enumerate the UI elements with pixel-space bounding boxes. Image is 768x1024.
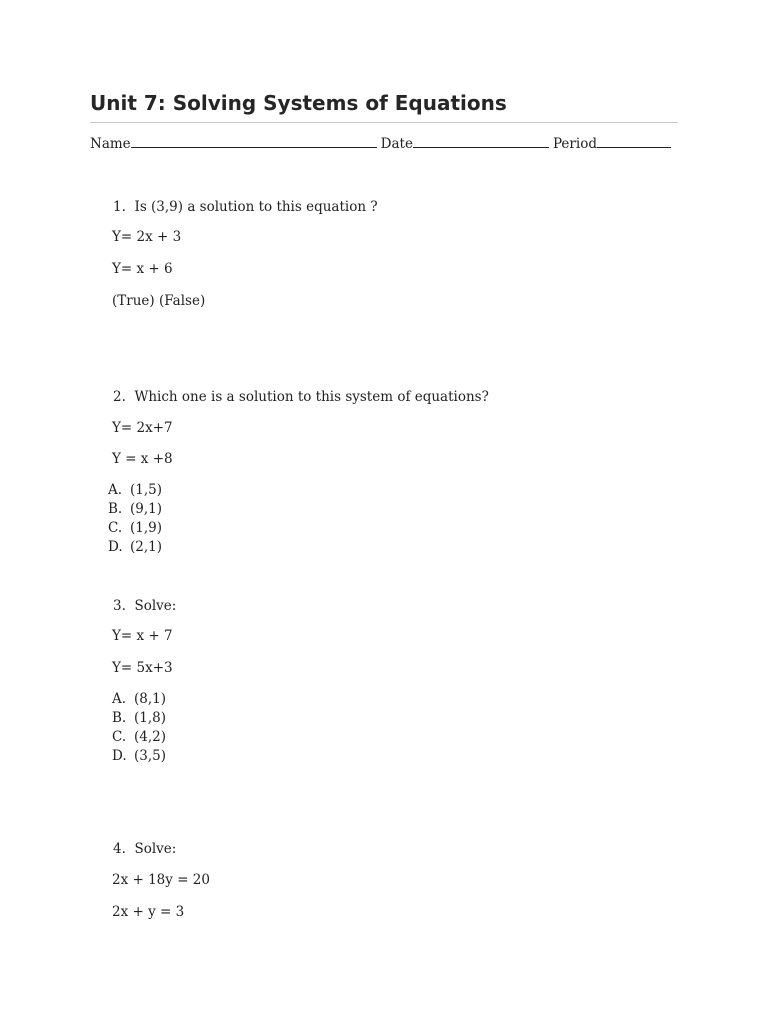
student-info-line	[90, 134, 690, 152]
question-2-options	[108, 481, 162, 557]
title-divider	[90, 122, 678, 123]
option-text: (3,5)	[134, 748, 167, 764]
option-text: (4,2)	[134, 729, 167, 745]
question-4-prompt	[113, 841, 176, 857]
name-blank[interactable]	[131, 134, 377, 148]
option-letter: C.	[108, 520, 123, 536]
question-1-equation-1: Y= 2x + 3	[112, 229, 182, 245]
option-d[interactable]	[112, 747, 166, 766]
question-number: 1.	[113, 199, 126, 215]
question-2-equation-1: Y= 2x+7	[112, 420, 173, 436]
question-number: 4.	[113, 841, 126, 857]
question-3-equation-1: Y= x + 7	[112, 628, 173, 644]
option-b[interactable]	[108, 500, 162, 519]
question-text: Solve:	[134, 598, 177, 614]
option-letter: C.	[112, 729, 127, 745]
question-2-equation-2: Y = x +8	[112, 451, 173, 467]
option-c[interactable]	[112, 728, 166, 747]
date-blank[interactable]	[413, 134, 549, 148]
question-text: Which one is a solution to this system of equations?	[134, 389, 489, 405]
question-1-equation-2: Y= x + 6	[112, 261, 173, 277]
question-4-equation-2: 2x + y = 3	[112, 904, 185, 920]
option-c[interactable]	[108, 519, 162, 538]
option-letter: B.	[112, 710, 127, 726]
option-text: (1,9)	[130, 520, 163, 536]
question-text: Is (3,9) a solution to this equation ?	[134, 199, 378, 215]
option-text: (2,1)	[130, 539, 163, 555]
option-letter: A.	[112, 691, 127, 707]
name-label: Name	[90, 136, 131, 152]
question-4-equation-1: 2x + 18y = 20	[112, 872, 210, 888]
option-letter: D.	[108, 539, 123, 555]
question-number: 2.	[113, 389, 126, 405]
option-letter: A.	[108, 482, 123, 498]
period-blank[interactable]	[597, 134, 671, 148]
option-a[interactable]	[112, 690, 166, 709]
question-1-true-false: (True) (False)	[112, 293, 206, 309]
question-text: Solve:	[134, 841, 177, 857]
option-b[interactable]	[112, 709, 166, 728]
option-letter: D.	[112, 748, 127, 764]
option-d[interactable]	[108, 538, 162, 557]
option-text: (9,1)	[130, 501, 163, 517]
option-text: (8,1)	[134, 691, 167, 707]
date-label: Date	[380, 136, 413, 152]
question-3-options	[112, 690, 166, 766]
question-2-prompt	[113, 389, 489, 405]
option-text: (1,8)	[134, 710, 167, 726]
question-3-prompt	[113, 598, 176, 614]
question-number: 3.	[113, 598, 126, 614]
question-3-equation-2: Y= 5x+3	[112, 660, 173, 676]
question-1-prompt	[113, 199, 378, 215]
worksheet-title: Unit 7: Solving Systems of Equations	[90, 91, 507, 115]
option-letter: B.	[108, 501, 123, 517]
option-text: (1,5)	[130, 482, 163, 498]
period-label: Period	[552, 136, 597, 152]
option-a[interactable]	[108, 481, 162, 500]
